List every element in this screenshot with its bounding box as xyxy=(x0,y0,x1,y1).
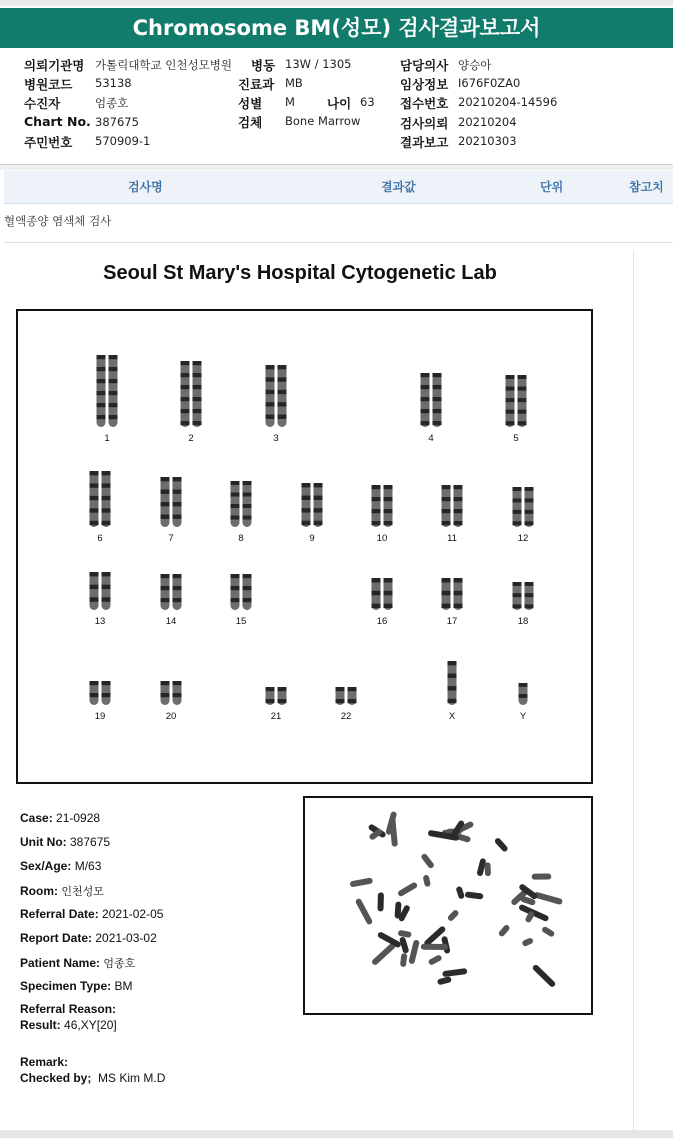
info-value: 387675 xyxy=(95,115,139,129)
chromosome-pair-17 xyxy=(442,578,463,610)
metaphase-chromosome xyxy=(533,891,563,905)
info-value: Bone Marrow xyxy=(285,114,361,128)
info-label: 결과보고 xyxy=(400,135,449,150)
case-line: Referral Date: 2021-02-05 xyxy=(20,907,164,921)
chromosome-pair-15 xyxy=(231,574,252,610)
info-label: Chart No. xyxy=(24,114,91,129)
chromosome-pair-10 xyxy=(372,485,393,527)
chromosome-label: 1 xyxy=(104,433,110,444)
metaphase-chromosome xyxy=(397,881,418,897)
chromosome-pair-22 xyxy=(336,687,357,705)
info-value: 20210204-14596 xyxy=(458,95,558,109)
report-title: Chromosome BM(성모) 검사결과보고서 xyxy=(0,8,673,48)
metaphase-chromosome xyxy=(420,853,435,870)
chromosome-pair-5 xyxy=(506,375,527,427)
top-border xyxy=(0,0,673,6)
chromosome-label: 19 xyxy=(94,711,106,722)
chromosome-pair-13 xyxy=(90,572,111,610)
chromosome-pair-14 xyxy=(161,574,182,610)
chromosome-label: 11 xyxy=(447,533,457,544)
info-value: 엄종호 xyxy=(95,96,129,110)
metaphase-chromosome xyxy=(428,954,443,966)
metaphase-panel xyxy=(303,796,593,1015)
chromosome-pair-11 xyxy=(442,485,463,527)
bottom-strip xyxy=(0,1130,673,1138)
chromosome-label: 16 xyxy=(376,616,388,627)
case-line: Sex/Age: M/63 xyxy=(20,859,102,873)
info-value: M xyxy=(285,95,295,109)
case-line: Case: 21-0928 xyxy=(20,811,101,825)
info-label: 검체 xyxy=(238,115,263,130)
test-name: 혈액종양 염색체 검사 xyxy=(4,214,112,228)
chromosome-pair-19 xyxy=(90,681,111,705)
metaphase-chromosome xyxy=(437,976,452,985)
metaphase-chromosome xyxy=(484,862,491,876)
info-label: 접수번호 xyxy=(400,96,449,111)
info-label: 의뢰기관명 xyxy=(24,58,85,73)
info-value: 13W / 1305 xyxy=(285,57,352,71)
info-label: 진료과 xyxy=(238,77,275,92)
metaphase-chromosome xyxy=(355,898,374,926)
chromosome-label: 20 xyxy=(165,711,177,722)
chromosome-pair-2 xyxy=(181,361,202,427)
age-value: 63 xyxy=(360,95,375,109)
info-label: 임상정보 xyxy=(400,77,449,92)
chromosome-label: 18 xyxy=(517,616,529,627)
case-line: Referral Reason: xyxy=(20,1002,117,1016)
metaphase-chromosome xyxy=(423,874,432,887)
metaphase-chromosome xyxy=(398,930,412,938)
column-header-unit[interactable]: 단위 xyxy=(540,180,564,194)
info-label: 병원코드 xyxy=(24,77,73,92)
info-value: 20210303 xyxy=(458,134,517,148)
metaphase-spread-drawing xyxy=(305,798,591,1013)
info-label: 담당의사 xyxy=(400,58,449,73)
info-label: 검사의뢰 xyxy=(400,116,449,131)
chromosome-pair-Y xyxy=(519,683,528,705)
lab-title: Seoul St Mary's Hospital Cytogenetic Lab xyxy=(103,262,497,284)
chromosome-label: 4 xyxy=(428,433,434,444)
column-header-test[interactable]: 검사명 xyxy=(128,180,163,194)
case-line: Patient Name: 엄종호 xyxy=(20,956,136,970)
chromosome-label: 3 xyxy=(273,433,279,444)
chromosome-pair-X xyxy=(448,661,457,705)
chromosome-pair-8 xyxy=(231,481,252,527)
chromosome-pair-9 xyxy=(302,483,323,527)
metaphase-chromosome xyxy=(421,944,448,950)
info-value: 20210204 xyxy=(458,115,517,129)
info-label: 성별 xyxy=(238,96,263,111)
metaphase-chromosome xyxy=(494,837,509,853)
info-label: 주민번호 xyxy=(24,135,73,150)
info-value: 양승아 xyxy=(458,58,492,72)
metaphase-chromosome xyxy=(394,901,401,918)
metaphase-chromosome xyxy=(532,964,557,989)
chromosome-label: 12 xyxy=(517,533,529,544)
info-value: 가톨릭대학교 인천성모병원 xyxy=(95,58,232,72)
chromosome-pair-21 xyxy=(266,687,287,705)
metaphase-chromosome xyxy=(532,873,552,879)
metaphase-chromosome xyxy=(408,939,420,964)
chromosome-label: 9 xyxy=(309,533,315,544)
chromosome-label: 6 xyxy=(97,533,103,544)
chromosome-pair-4 xyxy=(421,373,442,427)
info-label: 수진자 xyxy=(24,96,61,111)
info-value: MB xyxy=(285,76,303,90)
metaphase-chromosome xyxy=(541,926,556,938)
info-value: 570909-1 xyxy=(95,134,151,148)
chromosome-pair-1 xyxy=(97,355,118,427)
case-line: Room: 인천성모 xyxy=(20,884,104,898)
checked-by-line: Checked by; MS Kim M.D xyxy=(20,1071,166,1085)
chromosome-label: 7 xyxy=(168,533,174,544)
chromosome-label: 13 xyxy=(94,616,106,627)
chromosome-label: 2 xyxy=(188,433,194,444)
chromosome-label: 21 xyxy=(270,711,282,722)
chromosome-label: 22 xyxy=(340,711,352,722)
metaphase-chromosome xyxy=(521,937,534,947)
metaphase-chromosome xyxy=(377,892,383,911)
metaphase-chromosome xyxy=(442,968,467,977)
metaphase-chromosome xyxy=(465,891,484,899)
divider xyxy=(4,242,673,243)
age-label: 나이 xyxy=(327,96,352,111)
chromosome-label: X xyxy=(448,711,456,722)
chromosome-label: 15 xyxy=(235,616,247,627)
karyogram-drawing xyxy=(18,311,591,782)
metaphase-chromosome xyxy=(371,942,397,966)
metaphase-chromosome xyxy=(400,953,408,967)
chromosome-pair-16 xyxy=(372,578,393,610)
info-label: 병동 xyxy=(251,58,276,73)
result-table-header xyxy=(4,171,673,204)
chromosome-pair-12 xyxy=(513,487,534,527)
metaphase-chromosome xyxy=(455,886,465,900)
chromosome-label: Y xyxy=(519,711,527,722)
column-header-ref[interactable]: 참고치 xyxy=(629,180,664,194)
metaphase-chromosome xyxy=(447,909,460,922)
chromosome-pair-20 xyxy=(161,681,182,705)
case-line: Report Date: 2021-03-02 xyxy=(20,931,157,945)
chromosome-label: 5 xyxy=(513,433,519,444)
case-line: Result: 46,XY[20] xyxy=(20,1018,117,1032)
section-gap xyxy=(0,165,673,170)
info-value: 53138 xyxy=(95,76,132,90)
chromosome-pair-3 xyxy=(266,365,287,427)
metaphase-chromosome xyxy=(498,924,511,938)
case-line: Unit No: 387675 xyxy=(20,835,111,849)
chromosome-label: 8 xyxy=(238,533,244,544)
metaphase-chromosome xyxy=(350,877,374,887)
chromosome-label: 10 xyxy=(376,533,388,544)
case-line: Specimen Type: BM xyxy=(20,979,133,993)
patient-info-panel xyxy=(0,48,673,165)
column-header-result[interactable]: 결과값 xyxy=(381,180,416,194)
chromosome-pair-18 xyxy=(513,582,534,610)
info-value: I676F0ZA0 xyxy=(458,76,521,90)
chromosome-label: 14 xyxy=(165,616,177,627)
chromosome-pair-7 xyxy=(161,477,182,527)
karyogram-panel xyxy=(16,309,593,784)
chromosome-pair-6 xyxy=(90,471,111,527)
remark-line: Remark: xyxy=(20,1055,69,1069)
chromosome-label: 17 xyxy=(446,616,458,627)
